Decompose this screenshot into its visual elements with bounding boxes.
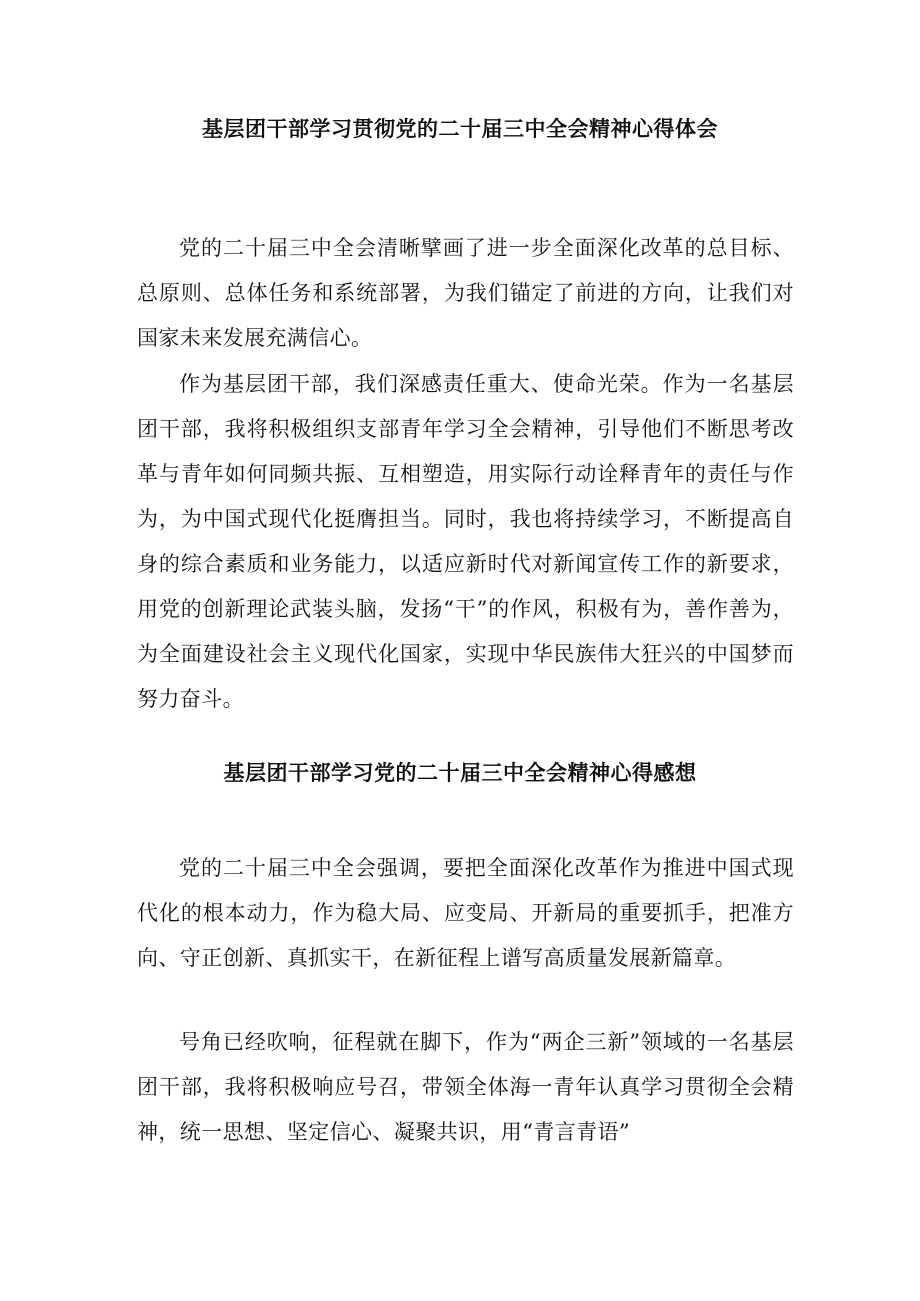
document-title: 基层团干部学习贯彻党的二十届三中全会精神心得体会 bbox=[202, 117, 718, 141]
section-title: 基层团干部学习党的二十届三中全会精神心得感想 bbox=[223, 761, 697, 785]
paragraph: 党的二十届三中全会清晰擘画了进一步全面深化改革的总目标、总原则、总体任务和系统部署，为我们锚定了前进的方向，让我们对国家未来发展充满信心。 bbox=[137, 236, 794, 350]
paragraph: 作为基层团干部，我们深感责任重大、使命光荣。作为一名基层团干部，我将积极组织支部青年学习全会精神，引导他们不断思考改革与青年如何同频共振、互相塑造，用实际行动诠释青年的责任与作为，为中国式现代化挺膺担当。同时，我也将持续学习，不断提高自身的综合素质和业务能力，以适应新时代对新闻宣传工作的新要求，用党的创新理论武装头脑，发扬“干”的作风，积极有为，善作善为，为全面建设社会主义现代化国家，实现中华民族伟大狂兴的中国梦而努力奋斗。 bbox=[137, 372, 794, 711]
paragraph: 党的二十届三中全会强调，要把全面深化改革作为推进中国式现代化的根本动力，作为稳大局、应变局、开新局的重要抓手，把准方向、守正创新、真抓实干，在新征程上谱写高质量发展新篇章。 bbox=[137, 856, 794, 970]
paragraph: 号角已经吹响，征程就在脚下，作为“两企三新”领域的一名基层团干部，我将积极响应号召，带领全体海一青年认真学习贯彻全会精神，统一思想、坚定信心、凝聚共识，用“青言青语” bbox=[137, 1030, 794, 1144]
